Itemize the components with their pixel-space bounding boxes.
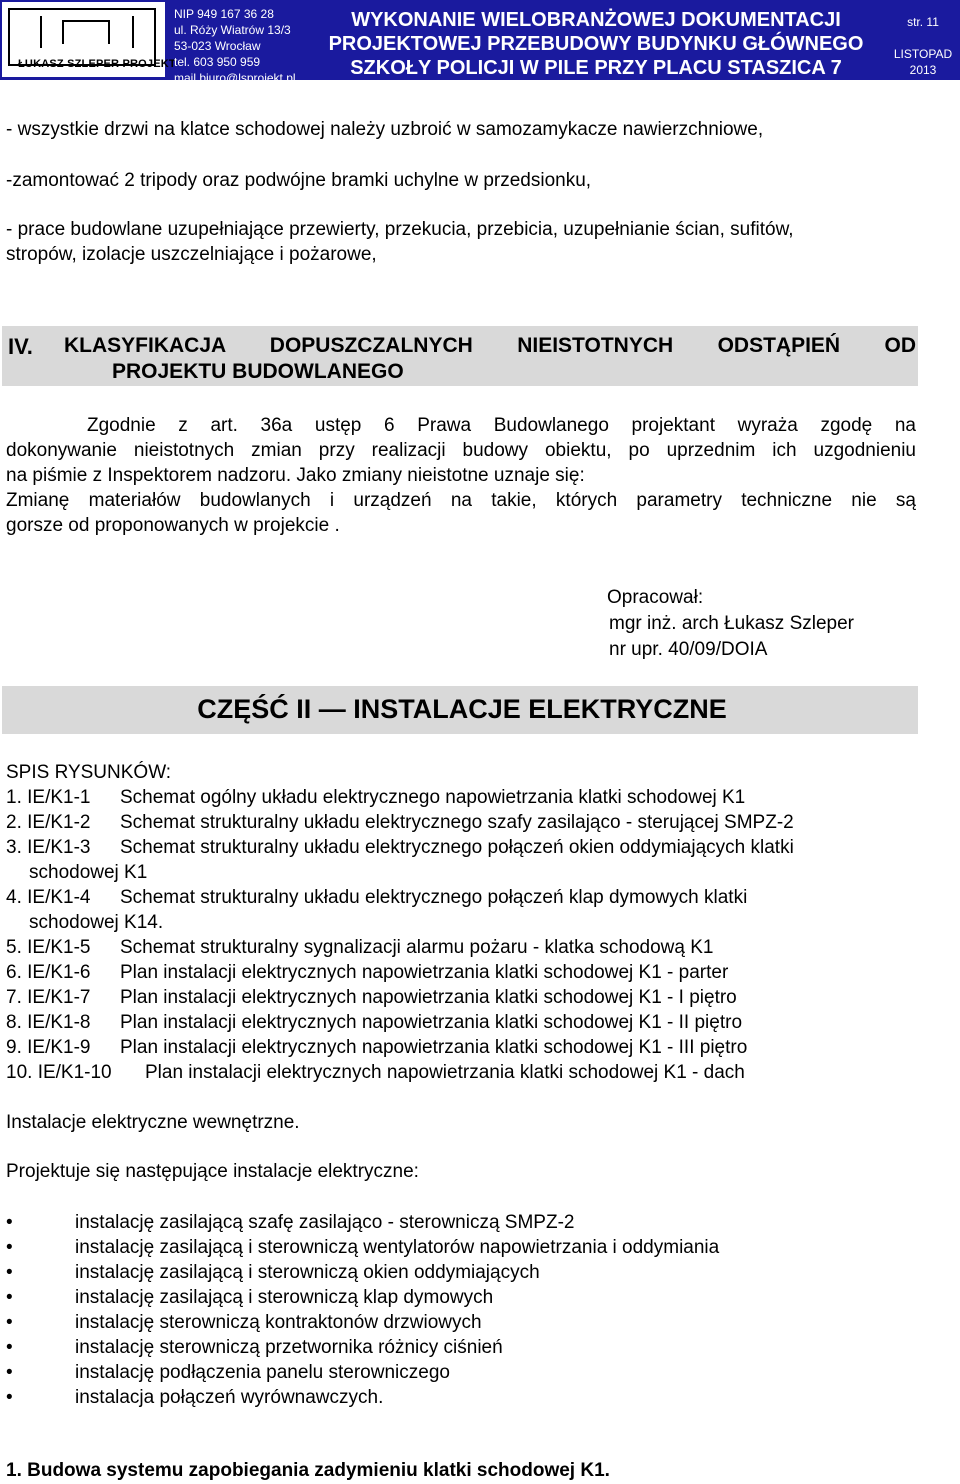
drawing-code: 9. IE/K1-9	[6, 1037, 91, 1058]
company-logo	[2, 2, 176, 77]
document-title-line: WYKONANIE WIELOBRANŻOWEJ DOKUMENTACJI	[351, 9, 841, 31]
drawing-title: Plan instalacji elektrycznych napowietrzania klatki schodowej K1 - dach	[145, 1062, 745, 1083]
contact-phone: tel. 603 950 959	[174, 55, 261, 69]
bullet-icon: •	[6, 1312, 13, 1333]
page-meta	[886, 14, 960, 78]
drawing-item-continued: schodowej K14.	[29, 912, 164, 933]
bullet-icon: •	[6, 1212, 13, 1233]
bullet-icon: •	[6, 1337, 13, 1358]
drawing-title: Plan instalacji elektrycznych napowietrzania klatki schodowej K1 - parter	[120, 962, 729, 983]
drawing-title: Schemat strukturalny układu elektrycznego szafy zasilająco - sterującej SMPZ-2	[120, 812, 794, 833]
drawing-item-continued: schodowej K1	[29, 862, 148, 883]
logo-mark	[8, 8, 176, 70]
contact-info	[174, 6, 296, 86]
contact-street: ul. Róży Wiatrów 13/3	[174, 23, 291, 37]
drawing-title: Plan instalacji elektrycznych napowietrzania klatki schodowej K1 - III piętro	[120, 1037, 748, 1058]
bullet-icon: •	[6, 1362, 13, 1383]
drawing-title: Schemat ogólny układu elektrycznego napowietrzania klatki schodowej K1	[120, 787, 746, 808]
drawing-item	[6, 1035, 747, 1060]
bullet-icon: •	[6, 1237, 13, 1258]
section-iv-heading	[2, 326, 918, 386]
drawing-title: Plan instalacji elektrycznych napowietrzania klatki schodowej K1 - I piętro	[120, 987, 737, 1008]
paragraph-line: gorsze od proponowanych w projekcie .	[6, 515, 340, 536]
installation-text: instalację sterowniczą kontraktonów drzwiowych	[75, 1312, 482, 1333]
installation-text: instalacja połączeń wyrównawczych.	[75, 1387, 384, 1408]
logo-building-icon	[40, 16, 134, 48]
drawing-title: Schemat strukturalny układu elektrycznego połączeń okien oddymiających klatki	[120, 837, 794, 858]
drawing-item	[6, 785, 745, 810]
internal-heading: Instalacje elektryczne wewnętrzne.	[6, 1112, 300, 1133]
signature-label: Opracował:	[607, 587, 704, 608]
drawing-code: 6. IE/K1-6	[6, 962, 91, 983]
subsection-heading: 1. Budowa systemu zapobiegania zadymieniu klatki schodowej K1.	[6, 1460, 610, 1481]
date-month: LISTOPAD	[893, 47, 953, 61]
installation-text: instalację podłączenia panelu sterowniczego	[75, 1362, 450, 1383]
drawing-item	[6, 1060, 745, 1085]
paragraph-line: na piśmie z Inspektorem nadzoru. Jako zmiany nieistotne uznaje się:	[6, 465, 585, 486]
intro-line: -zamontować 2 tripody oraz podwójne bramki uchylne w przedsionku,	[6, 170, 592, 191]
contact-nip: NIP 949 167 36 28	[174, 7, 274, 21]
drawing-code: 5. IE/K1-5	[6, 937, 91, 958]
part-ii-heading	[2, 686, 918, 734]
drawings-heading: SPIS RYSUNKÓW:	[6, 762, 172, 783]
drawing-item	[6, 985, 737, 1010]
installation-text: instalację zasilającą szafę zasilająco - sterowniczą SMPZ-2	[75, 1212, 575, 1233]
drawing-item	[6, 960, 728, 985]
drawing-code: 1. IE/K1-1	[6, 787, 91, 808]
drawing-title: Plan instalacji elektrycznych napowietrzania klatki schodowej K1 - II piętro	[120, 1012, 743, 1033]
bullet-icon: •	[6, 1262, 13, 1283]
contact-email: mail biuro@lsprojekt.pl	[174, 71, 296, 85]
drawing-item	[6, 810, 794, 835]
installation-text: instalację sterowniczą przetwornika różnicy ciśnień	[75, 1337, 503, 1358]
signature-name: mgr inż. arch Łukasz Szleper	[609, 613, 854, 634]
bullet-icon: •	[6, 1387, 13, 1408]
drawing-code: 10. IE/K1-10	[6, 1062, 112, 1083]
drawing-code: 4. IE/K1-4	[6, 887, 91, 908]
drawing-item	[6, 935, 714, 960]
drawing-item	[6, 885, 747, 910]
intro-line: - wszystkie drzwi na klatce schodowej należy uzbroić w samozamykacze nawierzchniowe,	[6, 119, 764, 140]
page-header	[0, 0, 960, 85]
drawing-item	[6, 1010, 742, 1035]
document-title-line: PROJEKTOWEJ PRZEBUDOWY BUDYNKU GŁÓWNEGO	[328, 33, 864, 55]
drawing-item	[6, 835, 794, 860]
drawing-title: Schemat strukturalny układu elektrycznego połączeń klap dymowych klatki	[120, 887, 748, 908]
date-year: 2013	[909, 63, 937, 77]
paragraph-line: dokonywanie nieistotnych zmian przy realizacji budowy obiektu, po uprzednim ich uzgodnieniu	[6, 440, 916, 461]
document-title	[318, 8, 874, 80]
drawing-title: Schemat strukturalny sygnalizacji alarmu pożaru - klatka schodową K1	[120, 937, 714, 958]
part-ii-title: CZĘŚĆ II — INSTALACJE ELEKTRYCZNE	[197, 694, 727, 724]
installation-text: instalację zasilającą i sterowniczą klap dymowych	[75, 1287, 494, 1308]
drawing-code: 2. IE/K1-2	[6, 812, 91, 833]
logo-text: ŁUKASZ SZLEPER PROJEKT	[18, 58, 176, 70]
installation-text: instalację zasilającą i sterowniczą okien oddymiających	[75, 1262, 540, 1283]
paragraph-line: Zmianę materiałów budowlanych i urządzeń na takie, których parametry techniczne nie są	[6, 490, 916, 511]
paragraph-line: Zgodnie z art. 36a ustęp 6 Prawa Budowlanego projektant wyraża zgodę na	[87, 415, 916, 436]
drawing-code: 7. IE/K1-7	[6, 987, 91, 1008]
section-iv-paragraph	[6, 413, 916, 538]
intro-line: - prace budowlane uzupełniające przewierty, przekucia, przebicia, uzupełnianie ścian, sufitów,	[6, 219, 794, 240]
document-title-line: SZKOŁY POLICJI W PILE PRZY PLACU STASZICA 7	[350, 57, 842, 79]
section-title: KLASYFIKACJA DOPUSZCZALNYCH NIEISTOTNYCH ODSTĄPIEŃ OD	[64, 334, 916, 357]
contact-city: 53-023 Wrocław	[174, 39, 261, 53]
installation-text: instalację zasilającą i sterowniczą wentylatorów napowietrzania i oddymiania	[75, 1237, 720, 1258]
section-title-continued: PROJEKTU BUDOWLANEGO	[112, 360, 404, 383]
signature-license: nr upr. 40/09/DOIA	[609, 639, 768, 660]
section-number: IV.	[8, 334, 33, 359]
bullet-icon: •	[6, 1287, 13, 1308]
internal-intro: Projektuje się następujące instalacje elektryczne:	[6, 1161, 419, 1182]
drawing-code: 3. IE/K1-3	[6, 837, 91, 858]
intro-line: stropów, izolacje uszczelniające i pożarowe,	[6, 244, 377, 265]
drawing-code: 8. IE/K1-8	[6, 1012, 91, 1033]
page-number: str. 11	[907, 15, 939, 29]
